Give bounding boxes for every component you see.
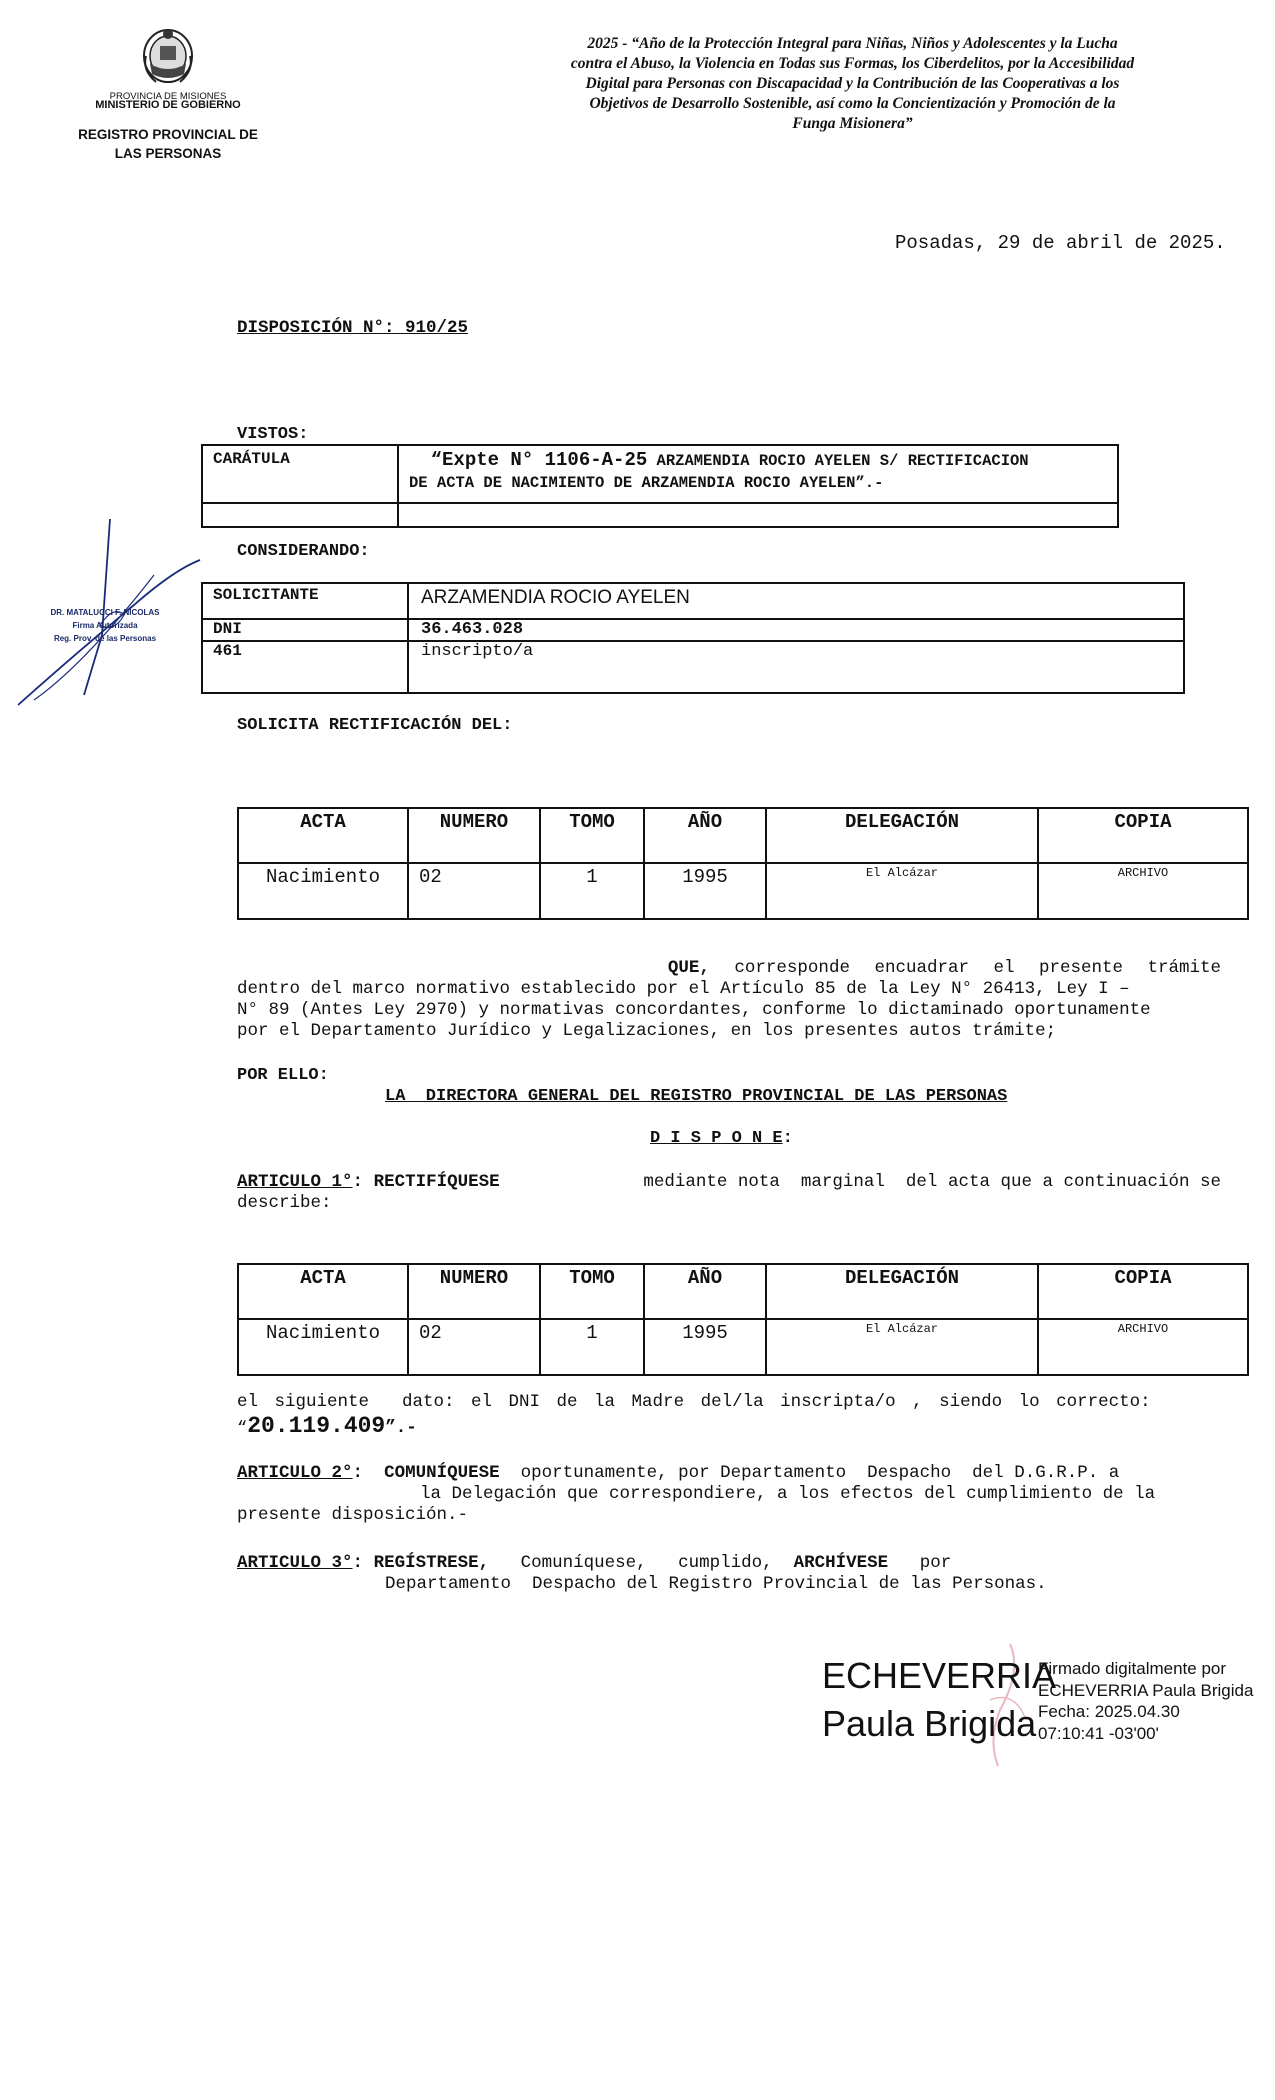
caratula-parties: ARZAMENDIA ROCIO AYELEN S/ RECTIFICACION bbox=[647, 452, 1029, 470]
dispone-heading bbox=[650, 1129, 793, 1148]
dato-line: el siguiente dato: el DNI de la Madre del/la inscripta/o , siendo lo correcto: bbox=[237, 1392, 1151, 1412]
motto-line: Objetivos de Desarrollo Sostenible, así como la Concientización y Promoción de la bbox=[589, 95, 1116, 112]
art2-text: oportunamente, por Departamento Despacho del D.G.R.P. a bbox=[520, 1463, 1120, 1483]
caratula-table bbox=[201, 444, 1119, 528]
art1-label: ARTICULO 1° bbox=[237, 1172, 353, 1192]
year-motto bbox=[535, 34, 1170, 134]
que-paragraph bbox=[237, 958, 1221, 1042]
acta-cell: Nacimiento bbox=[238, 863, 408, 919]
acta-header: ACTA bbox=[238, 1264, 408, 1319]
signature-info-line: Fecha: 2025.04.30 bbox=[1038, 1702, 1180, 1721]
code-value: inscripto/a bbox=[408, 641, 1184, 693]
acta-cell: 02 bbox=[408, 1319, 540, 1375]
acta-header: DELEGACIÓN bbox=[766, 808, 1038, 863]
acta-header: TOMO bbox=[540, 1264, 644, 1319]
left-stamp bbox=[50, 606, 160, 645]
que-line: por el Departamento Jurídico y Legalizaciones, en los presentes autos trámite; bbox=[237, 1021, 1057, 1041]
acta-cell: ARCHIVO bbox=[1038, 863, 1248, 919]
art1-text: mediante nota marginal del acta que a continuación se bbox=[643, 1172, 1221, 1192]
stamp-line: Firma Autorizada bbox=[72, 621, 138, 630]
acta-cell: 02 bbox=[408, 863, 540, 919]
correct-dni-value: 20.119.409 bbox=[247, 1413, 386, 1439]
signature-info-line: 07:10:41 -03'00' bbox=[1038, 1723, 1159, 1743]
date-line: Posadas, 29 de abril de 2025. bbox=[895, 232, 1226, 254]
acta-cell: ARCHIVO bbox=[1038, 1319, 1248, 1375]
art2-text-line-3: presente disposición.- bbox=[237, 1505, 469, 1525]
art1-text-line-2: describe: bbox=[237, 1193, 332, 1213]
acta-header: NUMERO bbox=[408, 1264, 540, 1319]
acta-cell: El Alcázar bbox=[766, 1319, 1038, 1375]
caratula-value bbox=[398, 445, 1118, 503]
vistos-label: VISTOS: bbox=[237, 425, 309, 444]
que-bold: QUE, bbox=[667, 958, 710, 978]
acta-cell: 1 bbox=[540, 1319, 644, 1375]
por-ello-label: POR ELLO: bbox=[237, 1066, 329, 1085]
stamp-line: Reg. Prov. de las Personas bbox=[53, 634, 157, 643]
acta-header: DELEGACIÓN bbox=[766, 1264, 1038, 1319]
stamp-line: DR. MATALUCCI F. NICOLAS bbox=[50, 608, 160, 617]
acta-header: COPIA bbox=[1038, 1264, 1248, 1319]
ministry-line: MINISTERIO DE GOBIERNO bbox=[95, 99, 241, 111]
caratula-expte: “Expte N° 1106-A-25 bbox=[430, 449, 648, 471]
art3-text-a: Comuníquese, cumplido, bbox=[520, 1553, 773, 1573]
solicitante-table bbox=[201, 582, 1185, 694]
acta-cell: 1 bbox=[540, 863, 644, 919]
acta-cell: El Alcázar bbox=[766, 863, 1038, 919]
signature-info-line: ECHEVERRIA Paula Brigida bbox=[1038, 1680, 1254, 1700]
acta-cell: Nacimiento bbox=[238, 1319, 408, 1375]
art3-text-line-2: Departamento Despacho del Registro Provincial de las Personas. bbox=[385, 1574, 1047, 1594]
art2-colon: : bbox=[352, 1463, 364, 1483]
que-line: N° 89 (Antes Ley 2970) y normativas concordantes, conforme lo dictaminado oportunamente bbox=[237, 1000, 1151, 1020]
acta-cell: 1995 bbox=[644, 1319, 766, 1375]
motto-line: Digital para Personas con Discapacidad y la Contribución de las Cooperativas a los bbox=[585, 75, 1120, 92]
caratula-line-2: DE ACTA DE NACIMIENTO DE ARZAMENDIA ROCIO AYELEN”.- bbox=[409, 474, 884, 492]
art2-text-line-2: la Delegación que correspondiere, a los efectos del cumplimiento de la bbox=[420, 1484, 1156, 1504]
caratula-empty-cell bbox=[398, 503, 1118, 527]
signer-name-line-1: ECHEVERRIA bbox=[822, 1655, 1057, 1696]
dato-open-quote: “ bbox=[237, 1419, 248, 1438]
solicitante-value: ARZAMENDIA ROCIO AYELEN bbox=[408, 583, 1184, 619]
directora-title: LA DIRECTORA GENERAL DEL REGISTRO PROVINCIAL DE LAS PERSONAS bbox=[385, 1087, 1008, 1106]
dispone-word: D I S P O N E bbox=[650, 1129, 783, 1148]
caratula-label: CARÁTULA bbox=[202, 445, 398, 503]
dni-value: 36.463.028 bbox=[408, 619, 1184, 641]
caratula-empty-cell bbox=[202, 503, 398, 527]
signer-name-line-2: Paula Brigida bbox=[822, 1703, 1037, 1744]
acta-header: COPIA bbox=[1038, 808, 1248, 863]
province-line: PROVINCIA DE MISIONES bbox=[109, 91, 227, 102]
art3-verb: REGÍSTRESE, bbox=[373, 1553, 490, 1573]
acta-table-1 bbox=[237, 807, 1249, 920]
dni-label: DNI bbox=[202, 619, 408, 641]
art1-verb: RECTIFÍQUESE bbox=[373, 1172, 500, 1192]
coat-of-arms-logo bbox=[136, 26, 200, 90]
code-label: 461 bbox=[202, 641, 408, 693]
solicitante-label: SOLICITANTE bbox=[202, 583, 408, 619]
art2-label: ARTICULO 2° bbox=[237, 1463, 353, 1483]
articulo-2 bbox=[237, 1463, 1221, 1526]
dispone-colon: : bbox=[782, 1129, 793, 1148]
art3-verb-2: ARCHÍVESE bbox=[793, 1553, 889, 1573]
articulo-1 bbox=[237, 1172, 1221, 1214]
art3-text-b: por bbox=[919, 1553, 952, 1573]
registry-line-2: LAS PERSONAS bbox=[114, 146, 222, 161]
disposicion-number: DISPOSICIÓN N°: 910/25 bbox=[237, 318, 469, 338]
acta-header: AÑO bbox=[644, 1264, 766, 1319]
acta-header: ACTA bbox=[238, 808, 408, 863]
que-line-1: corresponde encuadrar el presente trámite bbox=[709, 958, 1221, 978]
acta-header: AÑO bbox=[644, 808, 766, 863]
acta-cell: 1995 bbox=[644, 863, 766, 919]
motto-line: contra el Abuso, la Violencia en Todas sus Formas, los Ciberdelitos, por la Accesibilidad bbox=[570, 55, 1135, 72]
dato-close: ”.- bbox=[385, 1418, 417, 1438]
que-line: dentro del marco normativo establecido por el Artículo 85 de la Ley N° 26413, Ley I – bbox=[237, 979, 1130, 999]
motto-line: Funga Misionera” bbox=[792, 115, 913, 132]
articulo-3 bbox=[237, 1553, 1221, 1595]
solicita-label: SOLICITA RECTIFICACIÓN DEL: bbox=[237, 716, 513, 735]
acta-header: TOMO bbox=[540, 808, 644, 863]
art3-colon: : bbox=[352, 1553, 364, 1573]
digital-signature-info bbox=[1038, 1658, 1253, 1744]
art3-label: ARTICULO 3° bbox=[237, 1553, 353, 1573]
art2-verb: COMUNÍQUESE bbox=[384, 1463, 500, 1483]
acta-header: NUMERO bbox=[408, 808, 540, 863]
dato-paragraph bbox=[237, 1391, 1221, 1440]
art1-colon: : bbox=[352, 1172, 364, 1192]
motto-line: 2025 - “Año de la Protección Integral para Niñas, Niños y Adolescentes y la Lucha bbox=[587, 35, 1118, 52]
signature-info-line: Firmado digitalmente por bbox=[1038, 1659, 1227, 1678]
considerando-label: CONSIDERANDO: bbox=[237, 542, 370, 561]
acta-table-2 bbox=[237, 1263, 1249, 1376]
registry-line-1: REGISTRO PROVINCIAL DE bbox=[78, 127, 258, 142]
